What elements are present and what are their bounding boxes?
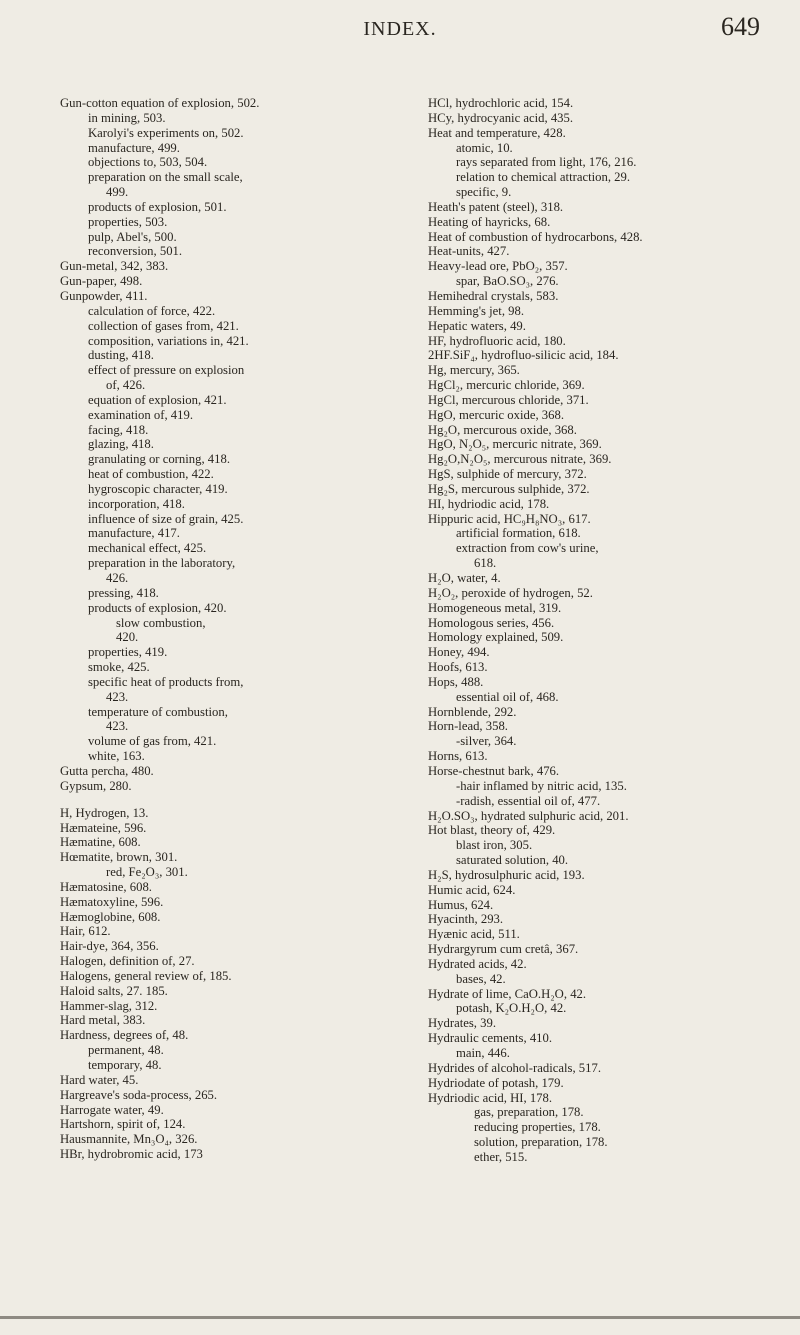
index-entry: Gunpowder, 411. <box>60 288 148 303</box>
index-subentry: 423. <box>106 689 129 704</box>
index-subentry: rays separated from light, 176, 216. <box>456 155 637 170</box>
index-entry: Hard water, 45. <box>60 1072 139 1087</box>
index-entry: Hydriodate of potash, 179. <box>428 1075 564 1090</box>
index-subentry: in mining, 503. <box>88 110 166 125</box>
index-subentry: incorporation, 418. <box>88 496 185 511</box>
index-subentry: 426. <box>106 571 129 585</box>
index-entry: Heat-units, 427. <box>428 244 510 259</box>
index-subentry: heat of combustion, 422. <box>88 467 214 482</box>
index-entry: Hargreave's soda-process, 265. <box>60 1087 218 1102</box>
index-entry: Hydrides of alcohol-radicals, 517. <box>428 1060 601 1075</box>
index-subentry: extraction from cow's urine, <box>456 541 599 556</box>
index-entry: Hyacinth, 293. <box>428 912 504 927</box>
index-subentry: of, 426. <box>106 378 146 393</box>
page-bottom-edge <box>0 1316 800 1319</box>
index-subentry: saturated solution, 40. <box>456 853 569 868</box>
index-subentry: influence of size of grain, 425. <box>88 511 244 526</box>
index-subentry: smoke, 425. <box>88 660 150 675</box>
index-subentry: granulating or corning, 418. <box>88 452 230 467</box>
index-subentry: preparation on the small scale, <box>88 170 243 185</box>
index-entry: Heat and temperature, 428. <box>428 125 566 140</box>
index-entry: Hartshorn, spirit of, 124. <box>60 1117 186 1132</box>
index-subentry: preparation in the laboratory, <box>88 556 236 571</box>
index-subentry: products of explosion, 501. <box>88 199 227 214</box>
index-entry: Hydraulic cements, 410. <box>428 1031 553 1046</box>
index-entry: Hydrates, 39. <box>428 1016 497 1031</box>
index-subentry: blast iron, 305. <box>456 838 533 853</box>
index-subentry: effect of pressure on explosion <box>88 363 245 378</box>
index-entry: Hydrate of lime, CaO.H₂O, 42. <box>428 986 587 1001</box>
index-entry: Hausmannite, Mn₃O₄, 326. <box>60 1132 198 1147</box>
index-subentry: temporary, 48. <box>88 1058 162 1072</box>
index-subentry: specific, 9. <box>456 185 512 200</box>
index-entry: Gun-paper, 498. <box>60 274 143 289</box>
index-entry: Gun-metal, 342, 383. <box>60 259 169 274</box>
index-subentry: white, 163. <box>88 749 145 764</box>
index-entry: H₂O₂, peroxide of hydrogen, 52. <box>428 585 593 600</box>
index-entry: 2HF.SiF₄, hydrofluo-silicic acid, 184. <box>428 348 619 363</box>
index-subentry: atomic, 10. <box>456 140 513 155</box>
index-entry: Hæmatoxyline, 596. <box>60 894 164 909</box>
index-subentry: 499. <box>106 185 129 200</box>
index-entry: HF, hydrofluoric acid, 180. <box>428 333 566 348</box>
index-subentry: properties, 419. <box>88 645 168 660</box>
index-subentry: -radish, essential oil of, 477. <box>456 793 601 808</box>
index-subentry: specific heat of products from, <box>88 674 244 689</box>
index-entry: Honey, 494. <box>428 645 490 660</box>
index-subentry: bases, 42. <box>456 971 506 986</box>
index-subentry: permanent, 48. <box>88 1043 164 1058</box>
index-entry: Horns, 613. <box>428 749 488 764</box>
index-subentry: hygroscopic character, 419. <box>88 481 228 496</box>
page-title: INDEX. <box>363 18 437 40</box>
index-subentry: pulp, Abel's, 500. <box>88 229 177 244</box>
index-subentry: reducing properties, 178. <box>474 1120 601 1135</box>
index-entry: Halogen, definition of, 27. <box>60 954 195 969</box>
index-entry: Hydrated acids, 42. <box>428 956 527 971</box>
index-subentry: -hair inflamed by nitric acid, 135. <box>456 778 627 793</box>
index-subentry: dusting, 418. <box>88 348 154 363</box>
index-entry: Hydrargyrum cum cretâ, 367. <box>428 942 579 957</box>
index-subentry: equation of explosion, 421. <box>88 392 227 407</box>
index-subentry: Karolyi's experiments on, 502. <box>88 125 244 140</box>
index-subentry: red, Fe₂O₃, 301. <box>106 865 188 880</box>
index-entry: Hydriodic acid, HI, 178. <box>428 1090 553 1105</box>
index-subentry: examination of, 419. <box>88 407 194 422</box>
index-subentry: spar, BaO.SO₃, 276. <box>456 274 559 289</box>
index-subentry: temperature of combustion, <box>88 704 228 719</box>
index-entry: H₂O.SO₃, hydrated sulphuric acid, 201. <box>428 808 629 823</box>
index-subentry: manufacture, 499. <box>88 140 180 155</box>
index-column-left <box>60 96 360 1162</box>
index-entry: Hard metal, 383. <box>60 1013 146 1028</box>
index-subentry: potash, K₂O.H₂O, 42. <box>456 1001 567 1016</box>
index-entry: Hœmatite, brown, 301. <box>60 850 178 865</box>
index-entry: Haloid salts, 27. 185. <box>60 983 168 998</box>
index-subentry: main, 446. <box>456 1046 510 1060</box>
index-entry: HgCl₂, mercuric chloride, 369. <box>428 378 585 393</box>
index-subentry: volume of gas from, 421. <box>88 734 217 749</box>
index-entry: Hæmatosine, 608. <box>60 879 152 894</box>
index-entry: Heavy-lead ore, PbO₂, 357. <box>428 259 568 274</box>
index-entry: H₂O, water, 4. <box>428 571 501 585</box>
index-entry: Hot blast, theory of, 429. <box>428 823 556 838</box>
page-number: 649 <box>721 12 760 41</box>
index-entry: HCl, hydrochloric acid, 154. <box>428 96 574 110</box>
index-entry: Hemming's jet, 98. <box>428 303 525 318</box>
index-entry: HgCl, mercurous chloride, 371. <box>428 392 589 407</box>
index-entry: Homologous series, 456. <box>428 615 555 630</box>
index-subentry: objections to, 503, 504. <box>88 155 208 170</box>
index-subentry: 423. <box>106 719 129 734</box>
index-entry: Homology explained, 509. <box>428 630 564 645</box>
index-entry: HgO, N₂O₅, mercuric nitrate, 369. <box>428 437 602 452</box>
index-subentry: manufacture, 417. <box>88 526 180 541</box>
index-entry: Humic acid, 624. <box>428 882 516 897</box>
section-gap <box>60 794 360 806</box>
index-subentry: 420. <box>116 630 139 645</box>
index-entry: Hippuric acid, HC₉H₈NO₃, 617. <box>428 511 591 526</box>
index-subentry: gas, preparation, 178. <box>474 1105 584 1120</box>
index-subentry: mechanical effect, 425. <box>88 541 207 556</box>
index-subentry: properties, 503. <box>88 214 168 229</box>
page-header <box>0 12 800 52</box>
index-subentry: facing, 418. <box>88 422 149 437</box>
index-subentry: slow combustion, <box>116 615 206 630</box>
index-subentry: composition, variations in, 421. <box>88 333 249 348</box>
index-entry: Hornblende, 292. <box>428 704 517 719</box>
index-entry: Hæmoglobine, 608. <box>60 909 161 924</box>
index-entry: Hair-dye, 364, 356. <box>60 939 159 954</box>
index-subentry: essential oil of, 468. <box>456 689 559 704</box>
index-entry: Hg, mercury, 365. <box>428 363 520 378</box>
index-entry: Heating of hayricks, 68. <box>428 214 551 229</box>
index-entry: HCy, hydrocyanic acid, 435. <box>428 110 574 125</box>
index-entry: Hammer-slag, 312. <box>60 998 158 1013</box>
index-entry: Gypsum, 280. <box>60 778 132 793</box>
index-subentry: -silver, 364. <box>456 734 517 749</box>
index-subentry: glazing, 418. <box>88 437 154 452</box>
index-subentry: 618. <box>474 556 497 571</box>
index-entry: HgS, sulphide of mercury, 372. <box>428 467 587 482</box>
index-entry: Horse-chestnut bark, 476. <box>428 763 560 778</box>
index-entry: Hepatic waters, 49. <box>428 318 526 333</box>
index-entry: Hoofs, 613. <box>428 660 488 675</box>
index-entry: Horn-lead, 358. <box>428 719 508 734</box>
index-entry: Hg₂O, mercurous oxide, 368. <box>428 422 577 437</box>
index-entry: HBr, hydrobromic acid, 173 <box>60 1147 203 1162</box>
index-subentry: products of explosion, 420. <box>88 600 227 615</box>
index-entry: Heat of combustion of hydrocarbons, 428. <box>428 229 643 244</box>
index-column-right <box>428 96 748 1165</box>
index-subentry: artificial formation, 618. <box>456 526 581 541</box>
index-entry: Harrogate water, 49. <box>60 1102 164 1117</box>
index-entry: Hardness, degrees of, 48. <box>60 1028 189 1043</box>
index-entry: HI, hydriodic acid, 178. <box>428 496 550 511</box>
index-entry: Gutta percha, 480. <box>60 763 154 778</box>
index-entry: Heath's patent (steel), 318. <box>428 199 564 214</box>
index-entry: Homogeneous metal, 319. <box>428 600 562 615</box>
index-entry: Hair, 612. <box>60 924 111 939</box>
index-entry: Hops, 488. <box>428 674 484 689</box>
index-entry: Halogens, general review of, 185. <box>60 968 232 983</box>
index-subentry: solution, preparation, 178. <box>474 1135 608 1150</box>
index-entry: Gun-cotton equation of explosion, 502. <box>60 96 260 110</box>
index-entry: H₂S, hydrosulphuric acid, 193. <box>428 867 585 882</box>
index-subentry: relation to chemical attraction, 29. <box>456 170 631 185</box>
index-subentry: pressing, 418. <box>88 585 159 600</box>
index-entry: Humus, 624. <box>428 897 494 912</box>
index-subentry: calculation of force, 422. <box>88 303 216 318</box>
index-entry: Hæmatine, 608. <box>60 835 141 850</box>
index-subentry: ether, 515. <box>474 1149 528 1164</box>
index-subentry: collection of gases from, 421. <box>88 318 239 333</box>
index-entry: HgO, mercuric oxide, 368. <box>428 407 565 422</box>
index-entry: Hg₂S, mercurous sulphide, 372. <box>428 481 590 496</box>
index-entry: Hemihedral crystals, 583. <box>428 288 559 303</box>
index-entry: Hg₂O,N₂O₅, mercurous nitrate, 369. <box>428 452 612 467</box>
index-entry: Hyænic acid, 511. <box>428 927 520 942</box>
index-entry: Hæmateine, 596. <box>60 820 147 835</box>
index-subentry: reconversion, 501. <box>88 244 183 259</box>
index-entry: H, Hydrogen, 13. <box>60 805 149 820</box>
